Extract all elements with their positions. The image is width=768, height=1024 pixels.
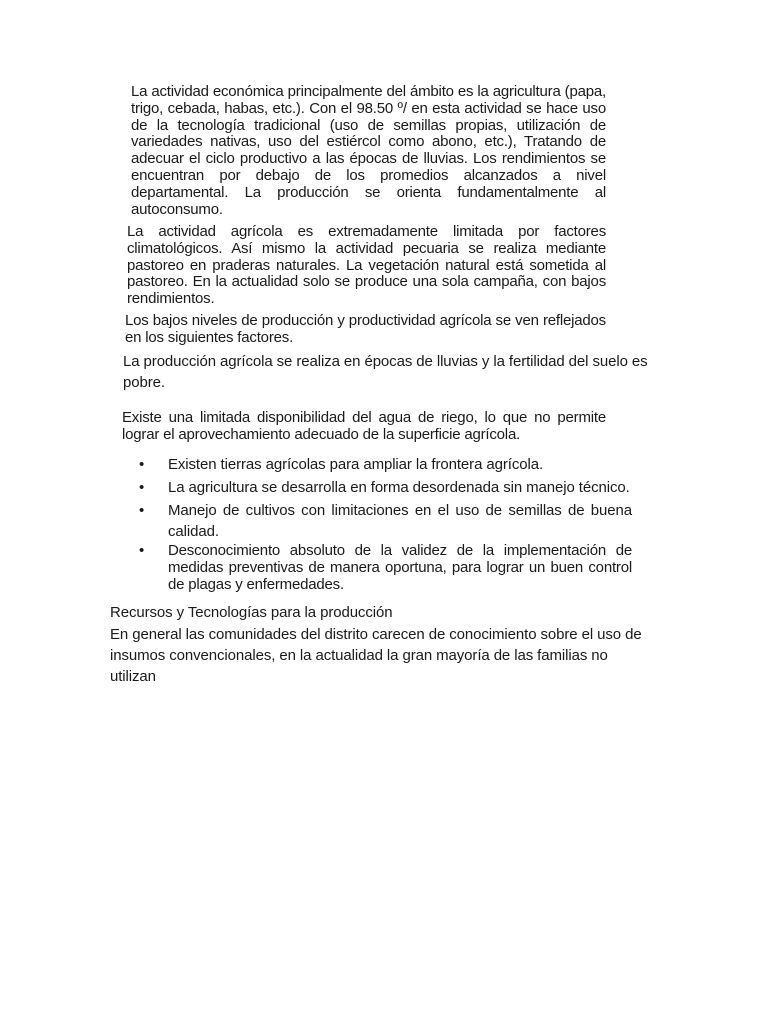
paragraph-climate-limitations: La actividad agrícola es extremadamente limitada por factores climatológicos. Así mismo la actividad pecuaria se realiza mediante pastoreo en praderas naturales. La vegetación natural está sometida al pastoreo. En la actualidad solo se produce una sola campaña, con bajos rendimientos. (127, 223, 606, 308)
bullet-icon: • (139, 479, 145, 496)
bullet-item (139, 500, 632, 542)
paragraph-irrigation: Existe una limitada disponibilidad del agua de riego, lo que no permite lograr el aprovechamiento adecuado de la superficie agrícola. (122, 409, 606, 443)
paragraph-agriculture-overview: La actividad económica principalmente del ámbito es la agricultura (papa, trigo, cebada, habas, etc.). Con el 98.50 º/ en esta actividad se hace uso de la tecnología tradicional (uso de semillas propias, utilización de variedades nativas, uso del estiércol como abono, etc.), Tratando de adecuar el ciclo productivo a las épocas de lluvias. Los rendimientos se encuentran por debajo de los promedios alcanzados a nivel departamental. La producción se orienta fundamentalmente al autoconsumo. (131, 83, 606, 218)
bullet-item (139, 477, 632, 498)
paragraph-production-factors: Los bajos niveles de producción y productividad agrícola se ven reflejados en los siguientes factores. (125, 312, 606, 346)
bullet-text: Manejo de cultivos con limitaciones en el uso de semillas de buena calidad. (168, 502, 632, 540)
bullet-item (139, 454, 632, 475)
bullet-item (139, 543, 632, 593)
factors-bullet-list (139, 454, 632, 593)
bullet-text: Existen tierras agrícolas para ampliar la frontera agrícola. (168, 456, 544, 473)
bullet-text: La agricultura se desarrolla en forma desordenada sin manejo técnico. (168, 479, 630, 496)
bullet-icon: • (139, 456, 145, 473)
bullet-icon: • (139, 542, 145, 559)
section-heading: Recursos y Tecnologías para la producción (110, 604, 393, 621)
paragraph-rain-fertility: La producción agrícola se realiza en épocas de lluvias y la fertilidad del suelo es pobre. (123, 353, 648, 391)
section-body: En general las comunidades del distrito carecen de conocimiento sobre el uso de insumos convencionales, en la actualidad la gran mayoría de las familias no utilizan (110, 626, 642, 685)
bullet-icon: • (139, 502, 145, 519)
bullet-text: Desconocimiento absoluto de la validez de la implementación de medidas preventivas de manera oportuna, para lograr un buen control de plagas y enfermedades. (168, 542, 632, 593)
